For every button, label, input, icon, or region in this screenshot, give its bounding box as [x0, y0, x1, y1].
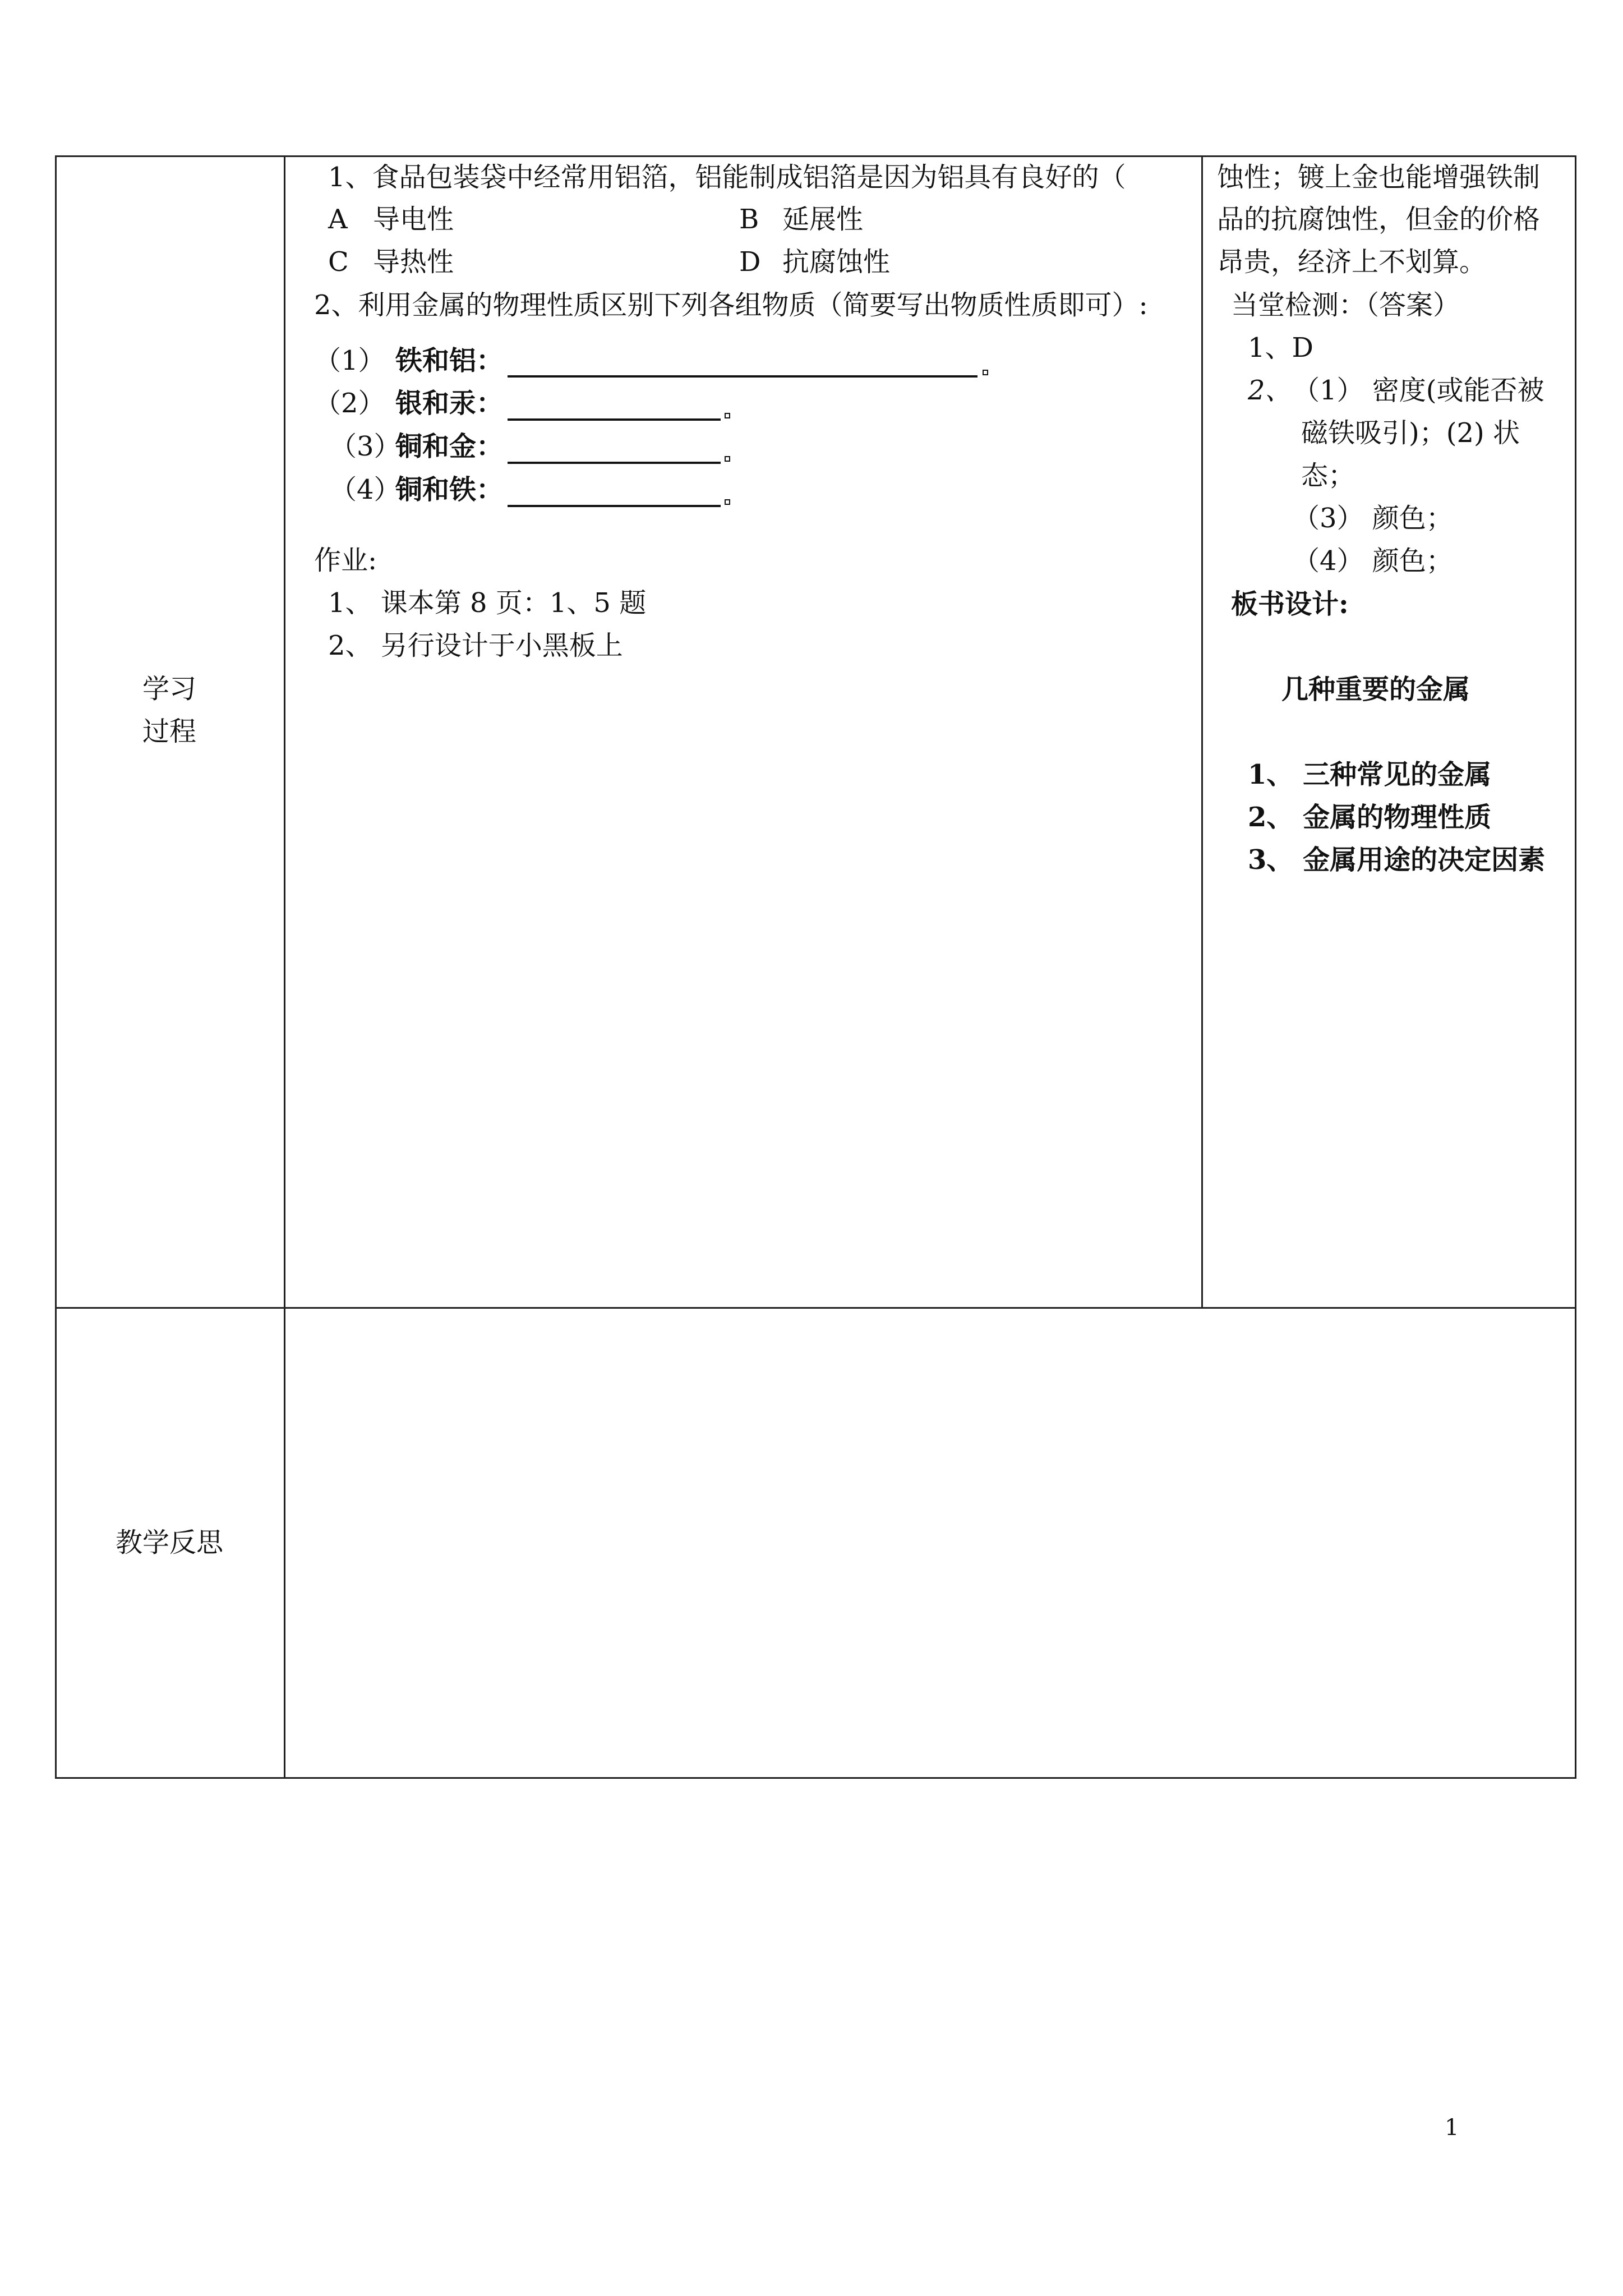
q2-item-3-num: （3）	[330, 431, 401, 462]
table-right-border	[1575, 155, 1576, 1779]
board-design-title: 板书设计:	[1231, 588, 1349, 620]
board-design-item-2: 2、 金属的物理性质	[1248, 802, 1492, 833]
q1-option-a-text: 导电性	[373, 204, 454, 235]
homework-title: 作业:	[314, 545, 377, 576]
q2-item-1-num: （1）	[314, 345, 385, 376]
q2-item-4-num: （4）	[330, 474, 401, 505]
q2-item-4-answer-blank[interactable]	[508, 505, 721, 507]
q2-item-1-period	[983, 370, 988, 375]
board-design-item-1: 1、 三种常见的金属	[1248, 759, 1492, 790]
prev-answer-line-1: 蚀性；镀上金也能增强铁制	[1217, 162, 1541, 193]
q1-option-b-letter: B	[739, 204, 759, 235]
process-label-line1: 学习	[142, 673, 196, 705]
class-check-answer-2-part-3: （3） 颜色；	[1293, 503, 1453, 534]
q2-item-1-pair: 铁和铝：	[395, 345, 504, 376]
board-design-heading: 几种重要的金属	[1281, 674, 1470, 705]
q1-stem: 1、食品包装袋中经常用铝箔，铝能制成铝箔是因为铝具有良好的（	[328, 162, 1126, 193]
table-bottom-border	[55, 1777, 1576, 1779]
q1-option-a-letter: A	[328, 204, 348, 235]
q2-item-2-period	[725, 413, 730, 418]
class-check-answer-2-line-b: 磁铁吸引)；(2) 状	[1301, 417, 1520, 449]
table-row-divider	[55, 1307, 1576, 1309]
board-design-item-3: 3、 金属用途的决定因素	[1248, 844, 1546, 876]
q2-item-2-answer-blank[interactable]	[508, 418, 721, 421]
q1-option-d-text: 抗腐蚀性	[782, 246, 891, 278]
table-middle-divider	[1201, 155, 1203, 1309]
class-check-answer-1: 1、D	[1248, 332, 1314, 364]
q1-option-c-letter: C	[328, 246, 349, 278]
q1-option-b-text: 延展性	[782, 204, 864, 235]
class-check-answer-2-num: 2、	[1248, 375, 1292, 406]
q2-item-3-period	[725, 456, 730, 462]
q2-item-4-pair: 铜和铁：	[395, 474, 504, 505]
q1-option-d-letter: D	[739, 246, 761, 278]
class-check-answer-2-line-a: （1） 密度(或能否被	[1293, 375, 1544, 406]
q2-item-2-pair: 银和汞：	[395, 388, 504, 419]
table-left-border	[55, 155, 57, 1779]
page-number: 1	[1445, 2115, 1459, 2141]
homework-item-2: 2、 另行设计于小黑板上	[328, 630, 623, 661]
table-label-divider	[284, 155, 285, 1779]
q2-item-3-answer-blank[interactable]	[508, 462, 721, 464]
prev-answer-line-3: 昂贵，经济上不划算。	[1217, 246, 1487, 278]
class-check-answer-2-line-c: 态；	[1301, 460, 1355, 491]
q2-item-4-period	[725, 499, 730, 505]
class-check-title: 当堂检测：（答案）	[1231, 289, 1460, 321]
q2-item-3-pair: 铜和金：	[395, 431, 504, 462]
process-label-line2: 过程	[142, 716, 196, 747]
q1-option-c-text: 导热性	[373, 246, 454, 278]
q2-item-2-num: （2）	[314, 388, 385, 419]
q2-stem: 2、利用金属的物理性质区别下列各组物质（简要写出物质性质即可）:	[314, 289, 1148, 321]
class-check-answer-2-part-4: （4） 颜色；	[1293, 545, 1453, 577]
prev-answer-line-2: 品的抗腐蚀性，但金的价格	[1217, 204, 1541, 235]
reflection-label: 教学反思	[115, 1527, 223, 1558]
q2-item-1-answer-blank[interactable]	[508, 375, 978, 378]
homework-item-1: 1、 课本第 8 页：1、5 题	[328, 587, 647, 619]
table-top-border	[55, 155, 1576, 157]
